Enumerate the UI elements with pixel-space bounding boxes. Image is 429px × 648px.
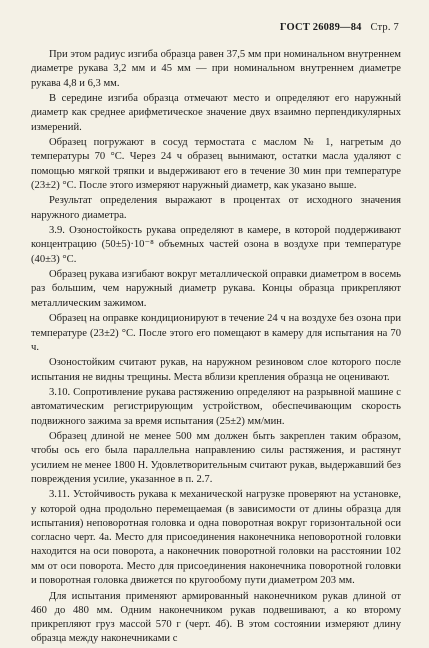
paragraph: Образец на оправке кондиционируют в течение 24 ч на воздухе без озона при температуре (23±2) °С. После этого его помещают в камеру для испытания на 70 ч.: [31, 313, 401, 353]
paragraph: Образец погружают в сосуд термостата с маслом № 1, нагретым до температуры 70 °С. Через 24 ч образец вынимают, остатки масла удаляют с помощью мягкой тряпки и выдерживают его в течение 30 мин при температуре (23±2) °С. После этого измеряют наружный диаметр, как указано выше.: [31, 137, 401, 191]
paragraph: 3.11. Устойчивость рукава к механической нагрузке проверяют на установке, у которой одна продольно перемещаемая (в зависимости от длины образца для испытания) неповоротная головка и одна поворотная вокруг горизонтальной оси согласно черт. 4а. Место для присоединения наконечника неповоротной головки находится на оси поворота, а наконечник поворотной головки на расстоянии 102 мм от оси поворота. Место для присоединения наконечника поворотной головки и поворотная головка движется по кругообому пути диаметром 203 мм.: [31, 489, 401, 586]
body-text: [31, 48, 401, 648]
paragraph: Образец длиной не менее 500 мм должен быть закреплен таким образом, чтобы ось его была параллельна направлению силы растяжения, и растянут усилием не менее 1800 Н. Удовлетворительным считают рукав, выдержавший без повреждения усилие, указанное в п. 2.7.: [31, 431, 401, 485]
paragraph: Образец рукава изгибают вокруг металлической оправки диаметром в восемь раз большим, чем наружный диаметр рукава. Концы образца прикрепляют металлическим зажимом.: [31, 269, 401, 309]
paragraph: Результат определения выражают в процентах от исходного значения наружного диаметра.: [31, 195, 401, 221]
paragraph: При этом радиус изгиба образца равен 37,5 мм при номинальном внутреннем диаметре рукава 3,2 мм и 45 мм — при номинальном внутреннем диаметре рукава 4,8 и 6,3 мм.: [31, 49, 401, 89]
paragraph: Озоностойким считают рукав, на наружном резиновом слое которого после испытания не видны трещины. Места вблизи крепления образца не оценивают.: [31, 357, 401, 383]
paragraph: Для испытания применяют армированный наконечником рукав длиной от 460 до 480 мм. Одним наконечником рукав подвешивают, а ко второму прикрепляют груз массой 570 г (черт. 4б). В этом состоянии измеряют длину образца между наконечниками с: [31, 590, 401, 645]
paragraph: 3.9. Озоностойкость рукава определяют в камере, в которой поддерживают концентрацию (50±5)·10⁻⁸ объемных частей озона в воздухе при температуре (40±3) °С.: [31, 225, 401, 265]
page-number: Стр. 7: [370, 22, 399, 33]
page-header: [280, 22, 399, 33]
paragraph: В середине изгиба образца отмечают место и определяют его наружный диаметр как среднее арифметическое значение двух взаимно перпендикулярных измерений.: [31, 93, 401, 133]
standard-number: ГОСТ 26089—84: [279, 22, 362, 33]
paragraph: 3.10. Сопротивление рукава растяжению определяют на разрывной машине с автоматическим регистрирующим устройством, обеспечивающим скорость подвижного зажима за время испытания (25±2) мм/мин.: [31, 387, 401, 427]
